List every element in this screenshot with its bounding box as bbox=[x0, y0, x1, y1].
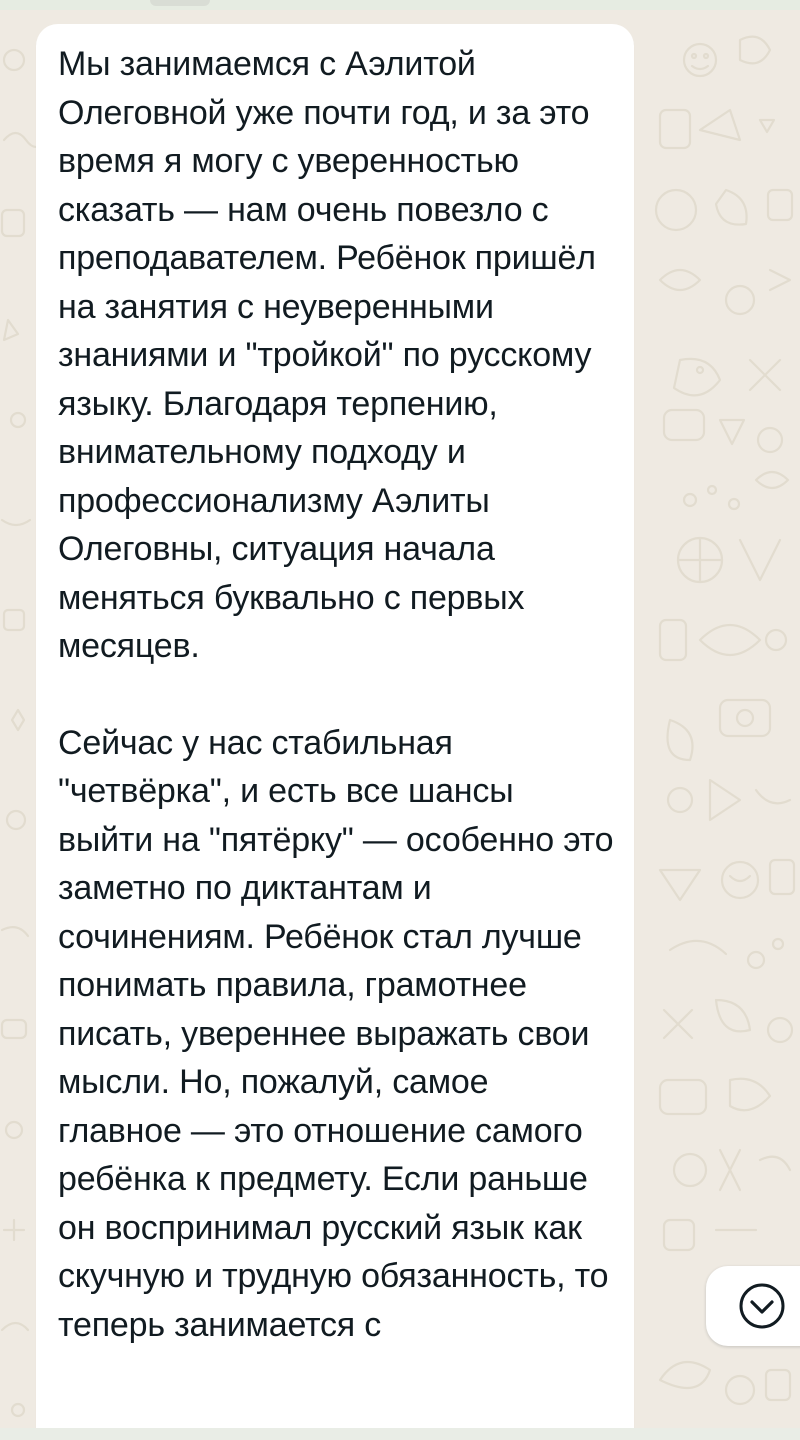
scroll-to-bottom-button[interactable] bbox=[706, 1266, 800, 1346]
message-paragraph: Сейчас у нас стабильная "четвёрка", и есть все шансы выйти на "пятёрку" — особенно это заметно по диктантам и сочинениям. Ребёнок стал лучше понимать правила, грамотнее писать, увереннее выражать свои мысли. Но, пожалуй, самое главное — это отношение самого ребёнка к предмету. Если раньше он воспринимал русский язык как скучную и трудную обязанность, то теперь занимается с bbox=[58, 723, 623, 1344]
composer-bar-edge bbox=[0, 1428, 800, 1440]
top-avatar-edge bbox=[150, 0, 210, 6]
incoming-message-bubble[interactable] bbox=[36, 24, 634, 1440]
chevron-down-circle-icon bbox=[738, 1282, 786, 1330]
message-paragraph: Мы занимаемся с Аэлитой Олеговной уже почти год, и за это время я могу с уверенностью сказать — нам очень повезло с преподавателем. Ребёнок пришёл на занятия с неуверенными знаниями и "тройкой" по русскому языку. Благодаря терпению, внимательному подходу и профессионализму Аэлиты Олеговны, ситуация начала меняться буквально с первых месяцев. bbox=[58, 45, 606, 665]
top-bar-edge bbox=[0, 0, 800, 10]
